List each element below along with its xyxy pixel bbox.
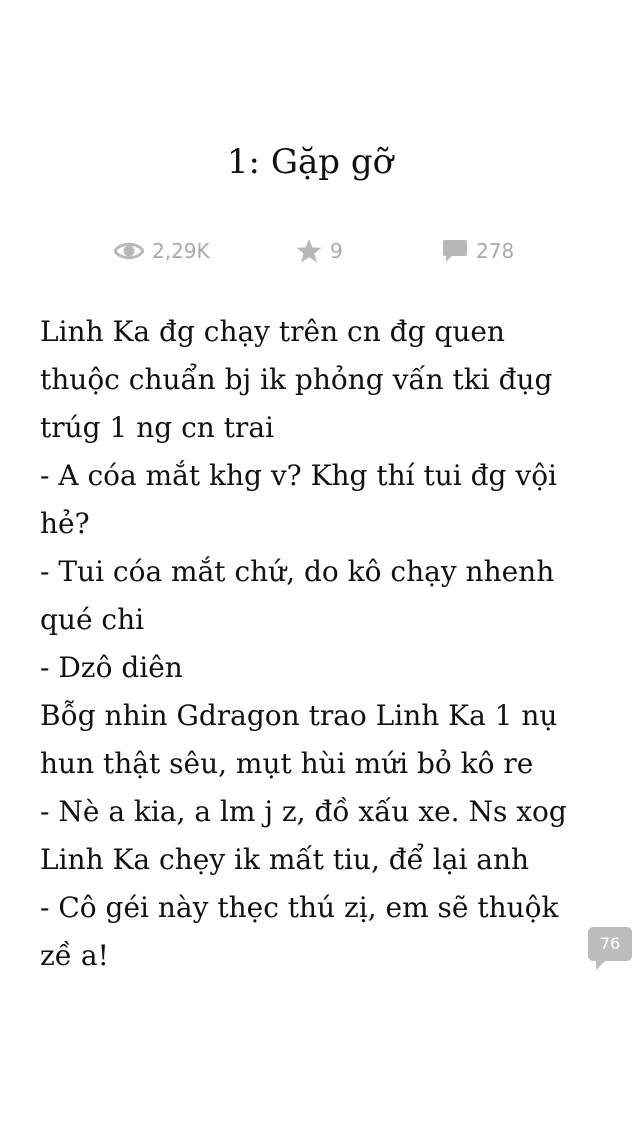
inline-comment-bubble-tail	[596, 960, 606, 970]
story-paragraph: - Nè a kia, a lm j z, đồ xấu xe. Ns xog Linh Ka chẹy ik mất tiu, để lại anh	[40, 795, 567, 876]
story-paragraph: - A cóa mắt khg v? Khg thí tui đg vội hẻ?	[40, 459, 558, 540]
chapter-title: 1: Gặp gỡ	[226, 142, 394, 182]
speech-bubble-icon	[442, 238, 468, 264]
story-paragraph: Linh Ka đg chạy trên cn đg quen thuộc chuẩn bj ik phỏng vấn tki đụg trúg 1 ng cn trai	[40, 315, 553, 444]
story-paragraph[interactable]: - Cô géi này thẹc thú zị, em sẽ thuộk zề a!	[40, 891, 559, 972]
inline-comment-bubble[interactable]: 76	[588, 927, 632, 961]
views-stat	[114, 234, 210, 268]
stats-row	[0, 234, 640, 268]
star-icon	[296, 238, 322, 264]
story-paragraph: - Tui cóa mắt chứ, do kô chạy nhenh qué chi	[40, 555, 555, 636]
story-body	[40, 308, 570, 980]
votes-count: 9	[330, 239, 343, 263]
votes-stat[interactable]	[296, 234, 343, 268]
views-count: 2,29K	[152, 239, 210, 263]
story-paragraph: Bỗg nhin Gdragon trao Linh Ka 1 nụ hun thật sêu, mụt hùi mứi bỏ kô re	[40, 699, 558, 780]
eye-icon	[114, 240, 144, 262]
comments-stat[interactable]	[442, 234, 514, 268]
comments-count: 278	[476, 239, 515, 263]
story-paragraph: - Dzô diên	[40, 651, 183, 684]
